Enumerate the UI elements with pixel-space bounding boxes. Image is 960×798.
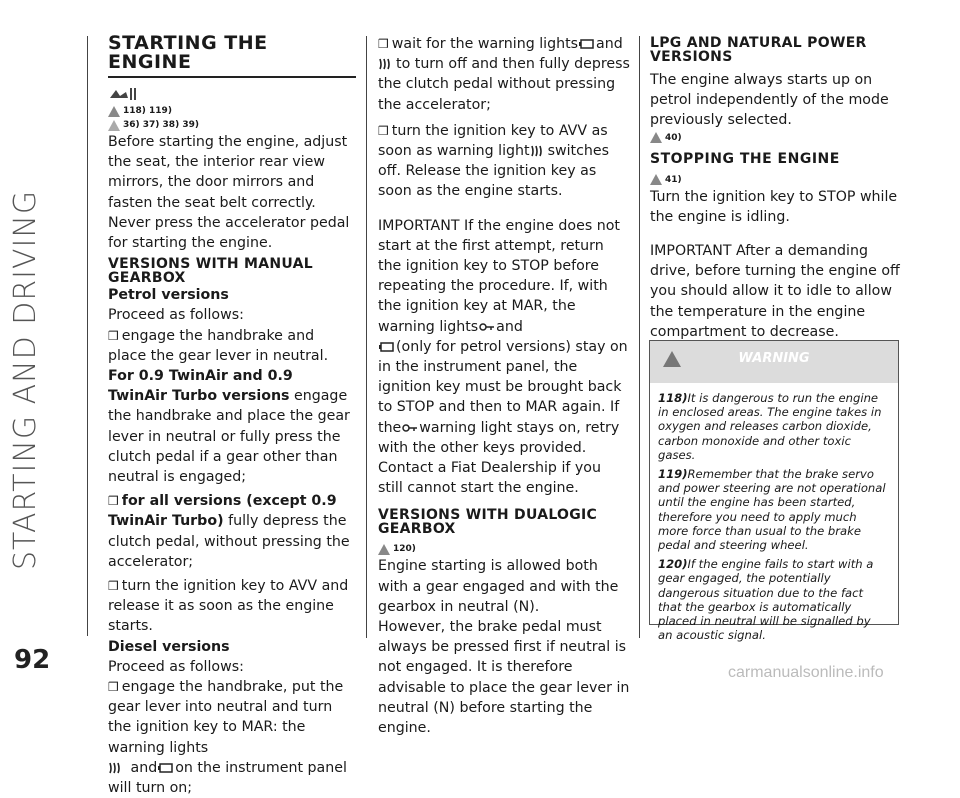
heading-rule <box>108 76 356 78</box>
engine-icon <box>157 761 175 775</box>
warning-header <box>650 341 898 383</box>
list-item: ❒ turn the ignition key to AVV as soon as warning light switches off. Release the ignition key as soon as the engine starts. <box>378 122 610 200</box>
section-heading: VERSIONS WITH DUALOGIC GEARBOX <box>378 507 598 538</box>
paragraph: However, the brake pedal must always be pressed first if neutral is not engaged. It is therefore advisable to place the gear lever in neutral (N) before starting the engine. <box>378 619 630 737</box>
subheading: Petrol versions <box>108 287 229 304</box>
warning-item: 118)It is dangerous to run the engine in enclosed areas. The engine takes in oxygen and releases carbon dioxide, carbon monoxide and other toxic gases. <box>658 391 882 462</box>
paragraph: The engine always starts up on petrol independently of the mode previously selected. <box>650 72 889 129</box>
paragraph: Engine starting is allowed both with a gear engaged and with the gearbox in neutral (N). <box>378 558 619 615</box>
page-number: 92 <box>14 645 51 675</box>
checkbox-icon: ❒ <box>108 680 119 695</box>
list-item: ❒ engage the handbrake, put the gear lever into neutral and turn the ignition key to MAR: the warning lights and on the instrument panel will turn on; <box>108 679 347 797</box>
paragraph: Turn the ignition key to STOP while the engine is idling. <box>650 188 898 225</box>
paragraph: Proceed as follows: <box>108 658 244 675</box>
column-divider <box>639 36 640 638</box>
note-reference: 40) <box>650 131 900 145</box>
paragraph: IMPORTANT If the engine does not start at the first attempt, return the ignition key to STOP before repeating the procedure. If, with the ignition key at MAR, the warning lights and (only for petrol versions) stay on in the instrument panel, the ignition key must be brought back to STOP and then to MAR again. If the warning light stays on, retry with the other keys provided. Contact a Fiat Dealership if you still cannot start the engine. <box>378 217 628 497</box>
section-heading: STOPPING THE ENGINE <box>650 150 840 167</box>
column-2 <box>378 34 630 738</box>
warning-title: WARNING <box>738 351 810 366</box>
column-3 <box>650 34 900 342</box>
section-heading: LPG AND NATURAL POWER VERSIONS <box>650 35 867 65</box>
list-item: ❒ turn the ignition key to AVV and release it as soon as the engine starts. <box>108 578 349 635</box>
paragraph: Before starting the engine, adjust the seat, the interior rear view mirrors, the door mirrors and fasten the seat belt correctly. <box>108 134 348 211</box>
warning-triangle-icon <box>650 174 662 185</box>
checkbox-icon: ❒ <box>108 328 119 343</box>
checkbox-icon: ❒ <box>378 123 389 138</box>
section-heading: STARTING THE ENGINE <box>108 32 268 73</box>
engine-icon <box>378 340 396 354</box>
list-item: ❒ wait for the warning lights and to turn off and then fully depress the clutch pedal without pressing the accelerator; <box>378 36 630 113</box>
paragraph: Never press the accelerator pedal for starting the engine. <box>108 214 350 252</box>
note-reference: 118) 119) <box>108 104 356 118</box>
section-heading: VERSIONS WITH MANUAL GEARBOX <box>108 256 314 287</box>
engine-icon <box>578 37 596 51</box>
list-item: ❒ engage the handbrake and place the gear lever in neutral. For 0.9 TwinAir and 0.9 TwinAir Turbo versions engage the handbrake and place the gear lever in neutral or fully press the clutch pedal if a gear other than neutral is engaged; <box>108 327 350 486</box>
warning-triangle-icon <box>108 106 120 117</box>
column-1 <box>108 34 356 798</box>
warning-item: 119)Remember that the brake servo and power steering are not operational until the engine has been started, therefore you need to apply much more force than usual to the brake pedal and steering wheel. <box>658 467 886 553</box>
key-icon <box>478 320 496 334</box>
key-icon <box>401 421 419 435</box>
note-reference: 41) <box>650 173 900 187</box>
warning-body <box>650 383 898 642</box>
glow-plug-icon <box>108 761 126 775</box>
warning-triangle-icon <box>650 132 662 143</box>
warning-item: 120)If the engine fails to start with a gear engaged, the potentially dangerous situation due to the fact that the gearbox is automatically placed in neutral will be signalled by an acoustic signal. <box>658 557 874 643</box>
column-divider <box>87 36 88 636</box>
checkbox-icon: ❒ <box>378 37 389 51</box>
manual-icon <box>108 86 356 104</box>
glow-plug-icon <box>378 57 396 71</box>
paragraph: IMPORTANT After a demanding drive, before turning the engine off you should allow it to idle to allow the temperature in the engine compartment to decrease. <box>650 243 900 340</box>
sidebar-section-title: STARTING AND DRIVING <box>8 189 43 570</box>
watermark: carmanualsonline.info <box>728 664 884 681</box>
checkbox-icon: ❒ <box>108 579 119 594</box>
checkbox-icon: ❒ <box>108 494 119 509</box>
list-item: ❒ for all versions (except 0.9 TwinAir Turbo) fully depress the clutch pedal, without pressing the accelerator; <box>108 493 350 570</box>
note-reference: 120) <box>378 542 630 556</box>
column-divider <box>366 36 367 638</box>
paragraph: Proceed as follows: <box>108 307 244 324</box>
note-reference: 36) 37) 38) 39) <box>108 118 356 132</box>
glow-plug-icon <box>530 144 548 158</box>
subheading: Diesel versions <box>108 638 230 655</box>
warning-triangle-icon <box>108 120 120 131</box>
warning-box <box>649 340 899 643</box>
warning-triangle-icon <box>378 544 390 555</box>
